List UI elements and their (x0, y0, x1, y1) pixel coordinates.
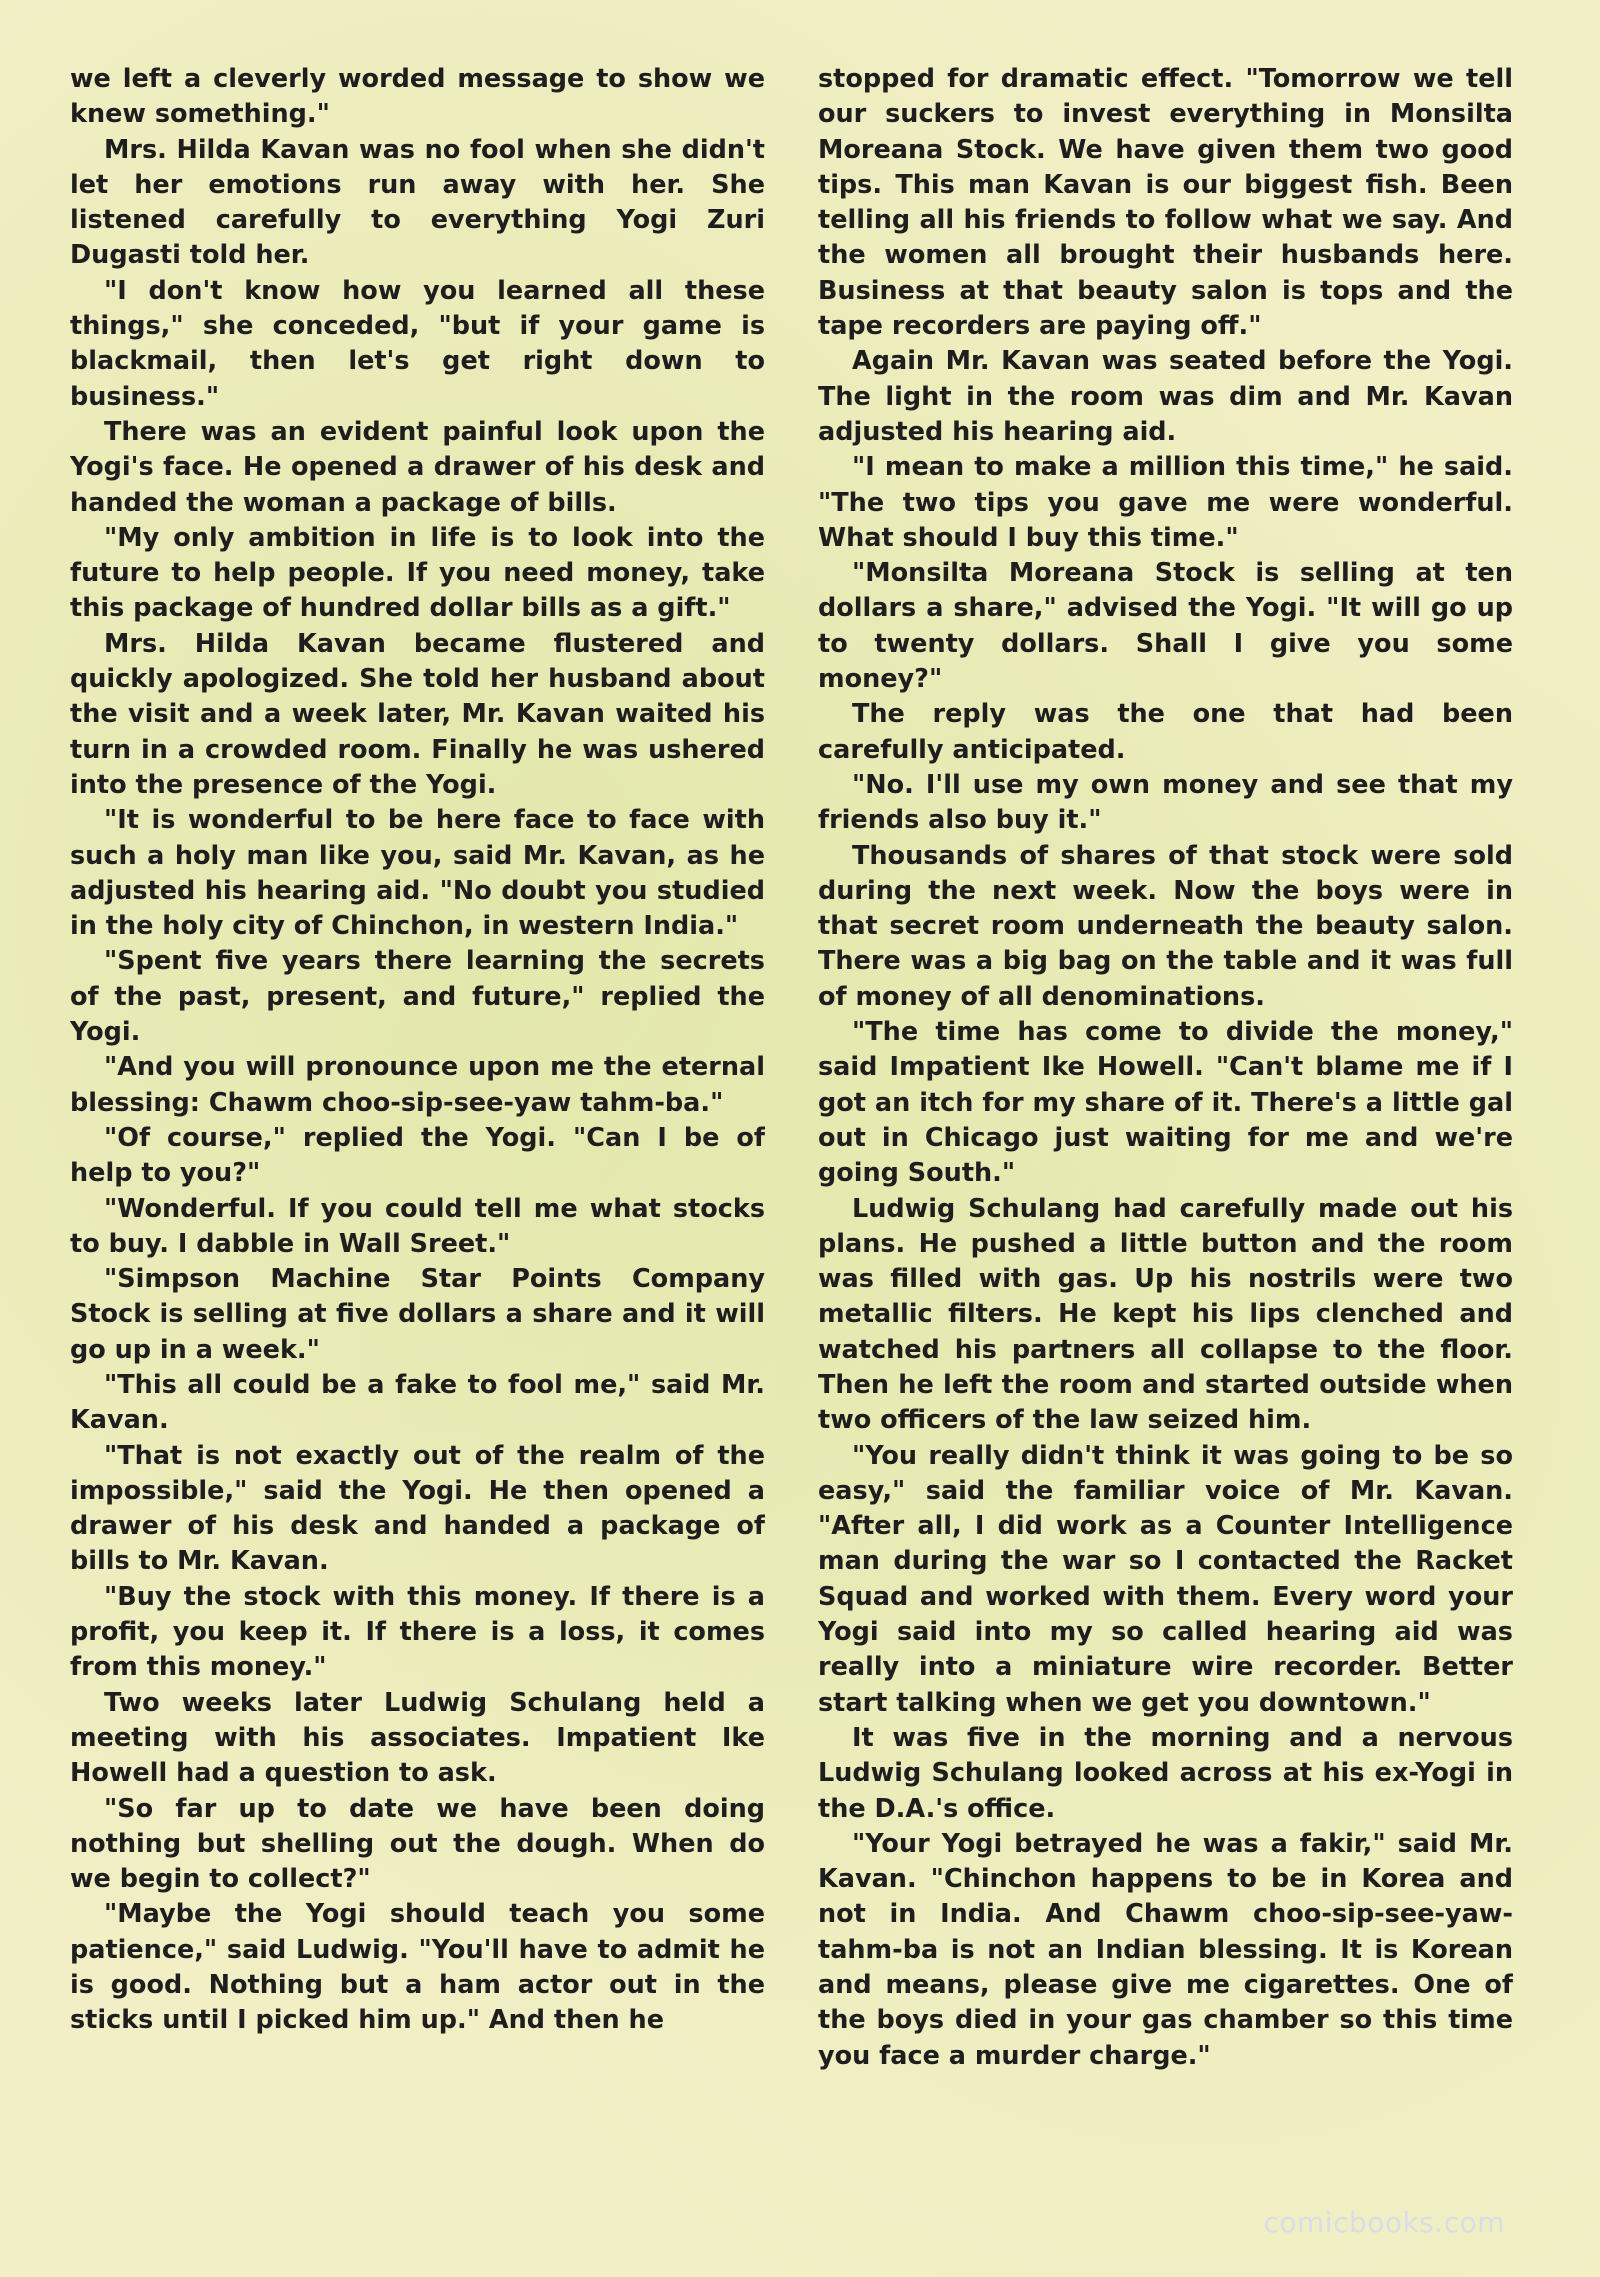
paragraph: Mrs. Hilda Kavan was no fool when she didn't let her emotions run away with her. She listened carefully to everything Yogi Zuri Dugasti told her. (70, 134, 765, 271)
paragraph: "Your Yogi betrayed he was a fakir," said Mr. Kavan. "Chinchon happens to be in Korea and not in India. And Chawm choo-sip-see-yaw-tahm-ba is not an Indian blessing. It is Korean and means, please give me cigarettes. One of the boys died in your gas chamber so this time you face a murder charge." (818, 1828, 1513, 2071)
paragraph: "I mean to make a million this time," he said. "The two tips you gave me were wonderful. What should I buy this time." (818, 452, 1513, 553)
paragraph: "I don't know how you learned all these things," she conceded, "but if your game is blackmail, then let's get right down to business." (70, 275, 765, 412)
paragraph: "My only ambition in life is to look into the future to help people. If you need money, take this package of hundred dollar bills as a gift." (70, 522, 765, 624)
paragraph: "Of course," replied the Yogi. "Can I be of help to you?" (70, 1122, 765, 1189)
paragraph: It was five in the morning and a nervous Ludwig Schulang looked across at his ex-Yogi in the D.A.'s office. (818, 1722, 1513, 1824)
paragraph: Two weeks later Ludwig Schulang held a meeting with his associates. Impatient Ike Howell had a question to ask. (70, 1687, 765, 1789)
paragraph: "It is wonderful to be here face to face with such a holy man like you, said Mr. Kavan, as he adjusted his hearing aid. "No doubt you studied in the holy city of Chinchon, in western India." (70, 805, 765, 942)
paragraph: "Spent five years there learning the secrets of the past, present, and future," replied the Yogi. (70, 946, 765, 1048)
paragraph: "No. I'll use my own money and see that my friends also buy it." (818, 769, 1513, 836)
left-text-column (70, 62, 765, 2202)
paragraph: "Buy the stock with this money. If there is a profit, you keep it. If there is a loss, it comes from this money." (70, 1581, 765, 1683)
paragraph: "You really didn't think it was going to be so easy," said the familiar voice of Mr. Kavan. "After all, I did work as a Counter Intelligence man during the war so I contacted the Racket Squad and worked with them. Every word your Yogi said into my so called hearing aid was really into a miniature wire recorder. Better start talking when we get you downtown." (818, 1440, 1513, 1718)
paragraph: "Monsilta Moreana Stock is selling at ten dollars a share," advised the Yogi. "It will go up to twenty dollars. Shall I give you some money?" (818, 558, 1513, 695)
paragraph: "The time has come to divide the money," said Impatient Ike Howell. "Can't blame me if I got an itch for my share of it. There's a little gal out in Chicago just waiting for me and we're going South." (818, 1017, 1513, 1189)
paragraph: "So far up to date we have been doing nothing but shelling out the dough. When do we begin to collect?" (70, 1793, 765, 1895)
paragraph: "Wonderful. If you could tell me what stocks to buy. I dabble in Wall Sreet." (70, 1193, 765, 1259)
paragraph: stopped for dramatic effect. "Tomorrow we tell our suckers to invest everything in Monsilta Moreana Stock. We have given them two good tips. This man Kavan is our biggest fish. Been telling all his friends to follow what we say. And the women all brought their husbands here. Business at that beauty salon is tops and the tape recorders are paying off." (818, 64, 1513, 342)
right-text-column (818, 62, 1513, 2202)
paragraph: The reply was the one that had been carefully anticipated. (818, 699, 1513, 765)
paragraph: Ludwig Schulang had carefully made out his plans. He pushed a little button and the room was filled with gas. Up his nostrils were two metallic filters. He kept his lips clenched and watched his partners all collapse to the floor. Then he left the room and started outside when two officers of the law seized him. (818, 1193, 1513, 1436)
paragraph: "This all could be a fake to fool me," said Mr. Kavan. (70, 1369, 765, 1436)
paragraph: Mrs. Hilda Kavan became flustered and quickly apologized. She told her husband about the visit and a week later, Mr. Kavan waited his turn in a crowded room. Finally he was ushered into the presence of the Yogi. (70, 628, 765, 800)
paragraph: "Maybe the Yogi should teach you some patience," said Ludwig. "You'll have to admit he is good. Nothing but a ham actor out in the sticks until I picked him up." And then he (70, 1899, 765, 2036)
paragraph: Again Mr. Kavan was seated before the Yogi. The light in the room was dim and Mr. Kavan adjusted his hearing aid. (818, 346, 1513, 447)
site-watermark: comicbooks.com (1263, 2206, 1505, 2239)
paragraph: we left a cleverly worded message to show we knew something." (70, 64, 765, 130)
paragraph: There was an evident painful look upon the Yogi's face. He opened a drawer of his desk and handed the woman a package of bills. (70, 416, 765, 518)
paragraph: "And you will pronounce upon me the eternal blessing: Chawm choo-sip-see-yaw tahm-ba." (70, 1052, 765, 1118)
paragraph: "That is not exactly out of the realm of the impossible," said the Yogi. He then opened a drawer of his desk and handed a package of bills to Mr. Kavan. (70, 1440, 765, 1577)
paragraph: Thousands of shares of that stock were sold during the next week. Now the boys were in that secret room underneath the beauty salon. There was a big bag on the table and it was full of money of all denominations. (818, 840, 1513, 1012)
paragraph: "Simpson Machine Star Points Company Stock is selling at five dollars a share and it will go up in a week." (70, 1264, 765, 1365)
